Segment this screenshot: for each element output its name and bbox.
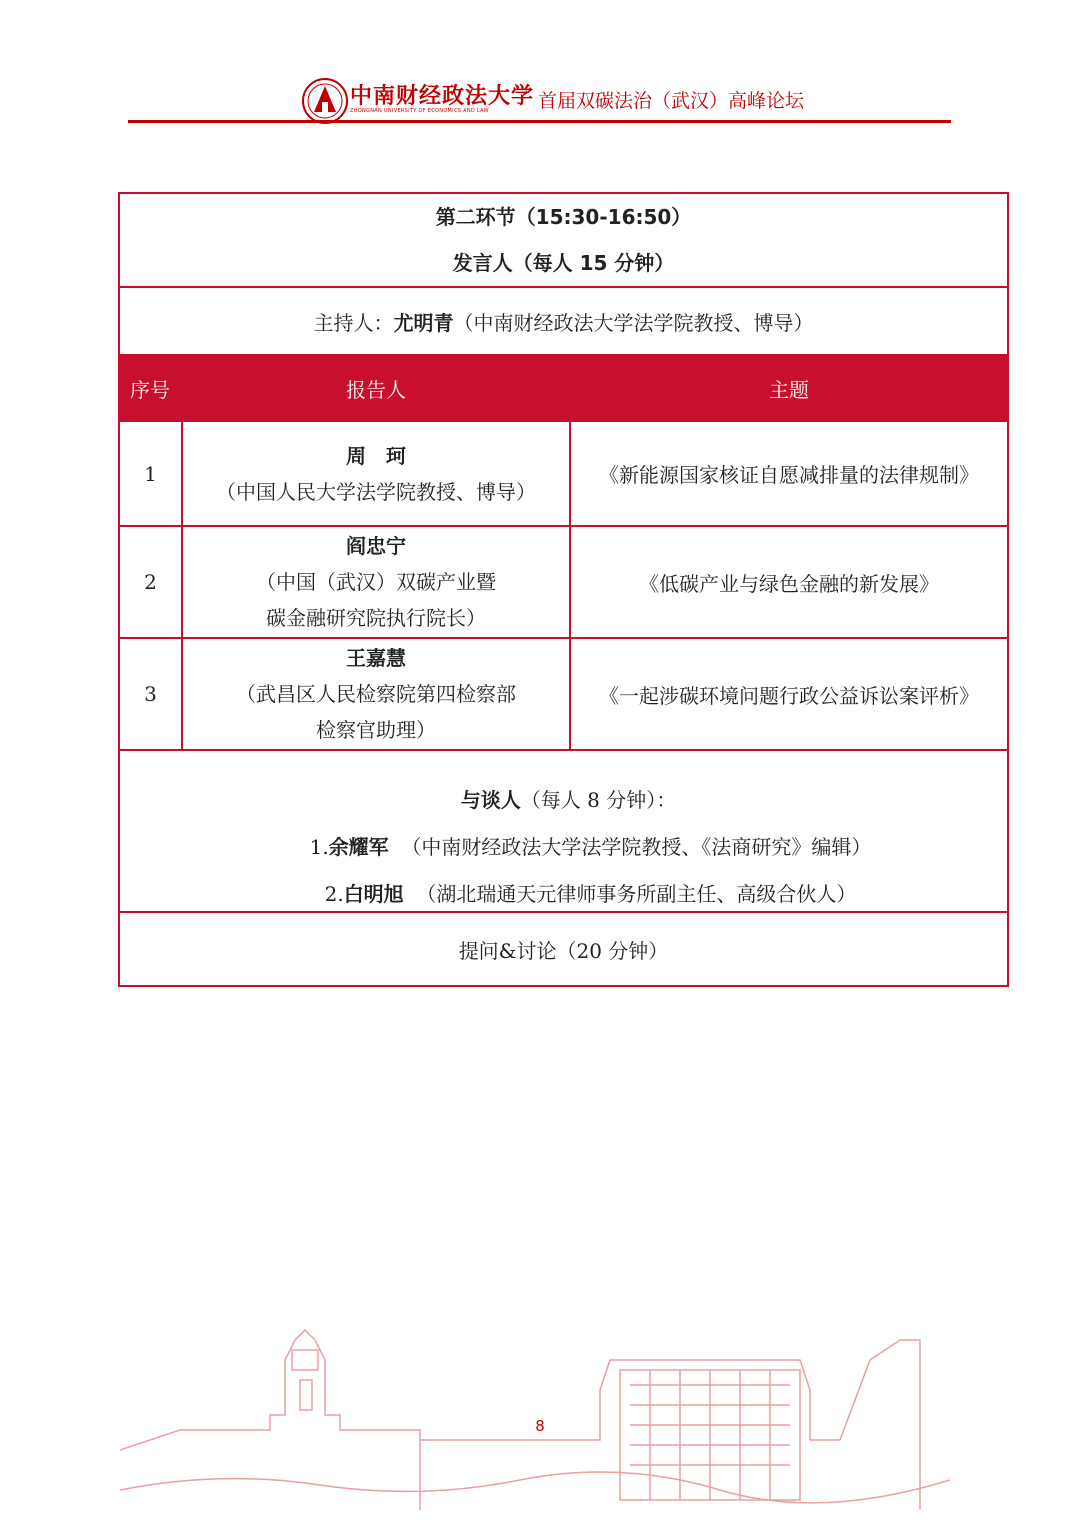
topic-cell: 《低碳产业与绿色金融的新发展》 — [570, 526, 1008, 638]
row-number: 1 — [119, 421, 182, 526]
discussants-note: （每人 8 分钟）： — [520, 787, 677, 812]
discussant-item — [174, 831, 1007, 860]
table-row — [119, 421, 1008, 526]
row-number: 2 — [119, 526, 182, 638]
speaker-cell — [182, 638, 570, 750]
topic-cell: 《一起涉碳环境问题行政公益诉讼案评析》 — [570, 638, 1008, 750]
campus-illustration — [120, 1320, 950, 1510]
table-row — [119, 526, 1008, 638]
speaker-affiliation: （中国（武汉）双碳产业暨 — [255, 570, 496, 594]
table-header-row — [119, 355, 1008, 421]
university-english-name: ZHONGNAN UNIVERSITY OF ECONOMICS AND LAW — [350, 108, 489, 114]
speaker-affiliation-line2: 检察官助理） — [315, 718, 436, 742]
table-row — [119, 638, 1008, 750]
column-header-speaker: 报告人 — [182, 355, 570, 421]
speaker-cell — [182, 421, 570, 526]
speaker-affiliation: （武昌区人民检察院第四检察部 — [235, 682, 516, 706]
speaker-affiliation: （中国人民大学法学院教授、博导） — [215, 479, 536, 504]
host-affiliation: （中南财经政法大学法学院教授、博导） — [453, 310, 814, 335]
speaker-cell — [182, 526, 570, 638]
session-title: 第二环节（15:30-16:50） — [435, 205, 692, 229]
speaker-name: 阎忠宁 — [345, 534, 406, 558]
speaker-name: 周 珂 — [345, 443, 406, 468]
discussant-item — [174, 878, 1007, 907]
speaker-affiliation-line2: 碳金融研究院执行院长） — [265, 606, 486, 630]
discussant-name: 白明旭 — [343, 881, 404, 906]
session-subtitle: 发言人（每人 15 分钟） — [452, 251, 675, 275]
column-header-topic: 主题 — [570, 355, 1008, 421]
row-number: 3 — [119, 638, 182, 750]
discussant-affiliation: （中南财经政法大学法学院教授、《法商研究》编辑） — [401, 834, 872, 859]
university-name: 中南财经政法大学 — [350, 83, 535, 109]
host-label: 主持人： — [313, 310, 394, 335]
page-header — [128, 70, 951, 126]
discussants-row — [119, 750, 1008, 912]
topic-cell: 《新能源国家核证自愿减排量的法律规制》 — [570, 421, 1008, 526]
host-row — [119, 287, 1008, 355]
discussants-title — [130, 784, 1007, 813]
qa-text: 提问&讨论（20 分钟） — [119, 912, 1008, 986]
discussant-name: 余耀军 — [328, 834, 389, 859]
page-number: 8 — [535, 1417, 545, 1435]
discussant-number: 1. — [309, 834, 329, 859]
forum-title: 首届双碳法治（武汉）高峰论坛 — [538, 90, 805, 112]
university-logo-icon — [300, 76, 350, 126]
discussant-affiliation: （湖北瑞通天元律师事务所副主任、高级合伙人） — [416, 881, 857, 906]
qa-row — [119, 912, 1008, 986]
column-header-number: 序号 — [119, 355, 182, 421]
discussants-label: 与谈人 — [460, 787, 521, 812]
session-title-row — [119, 193, 1008, 287]
discussant-number: 2. — [324, 881, 344, 906]
host-name: 尤明青 — [393, 310, 454, 335]
program-table — [118, 192, 1009, 987]
speaker-name: 王嘉慧 — [345, 646, 406, 670]
header-divider — [128, 120, 951, 123]
